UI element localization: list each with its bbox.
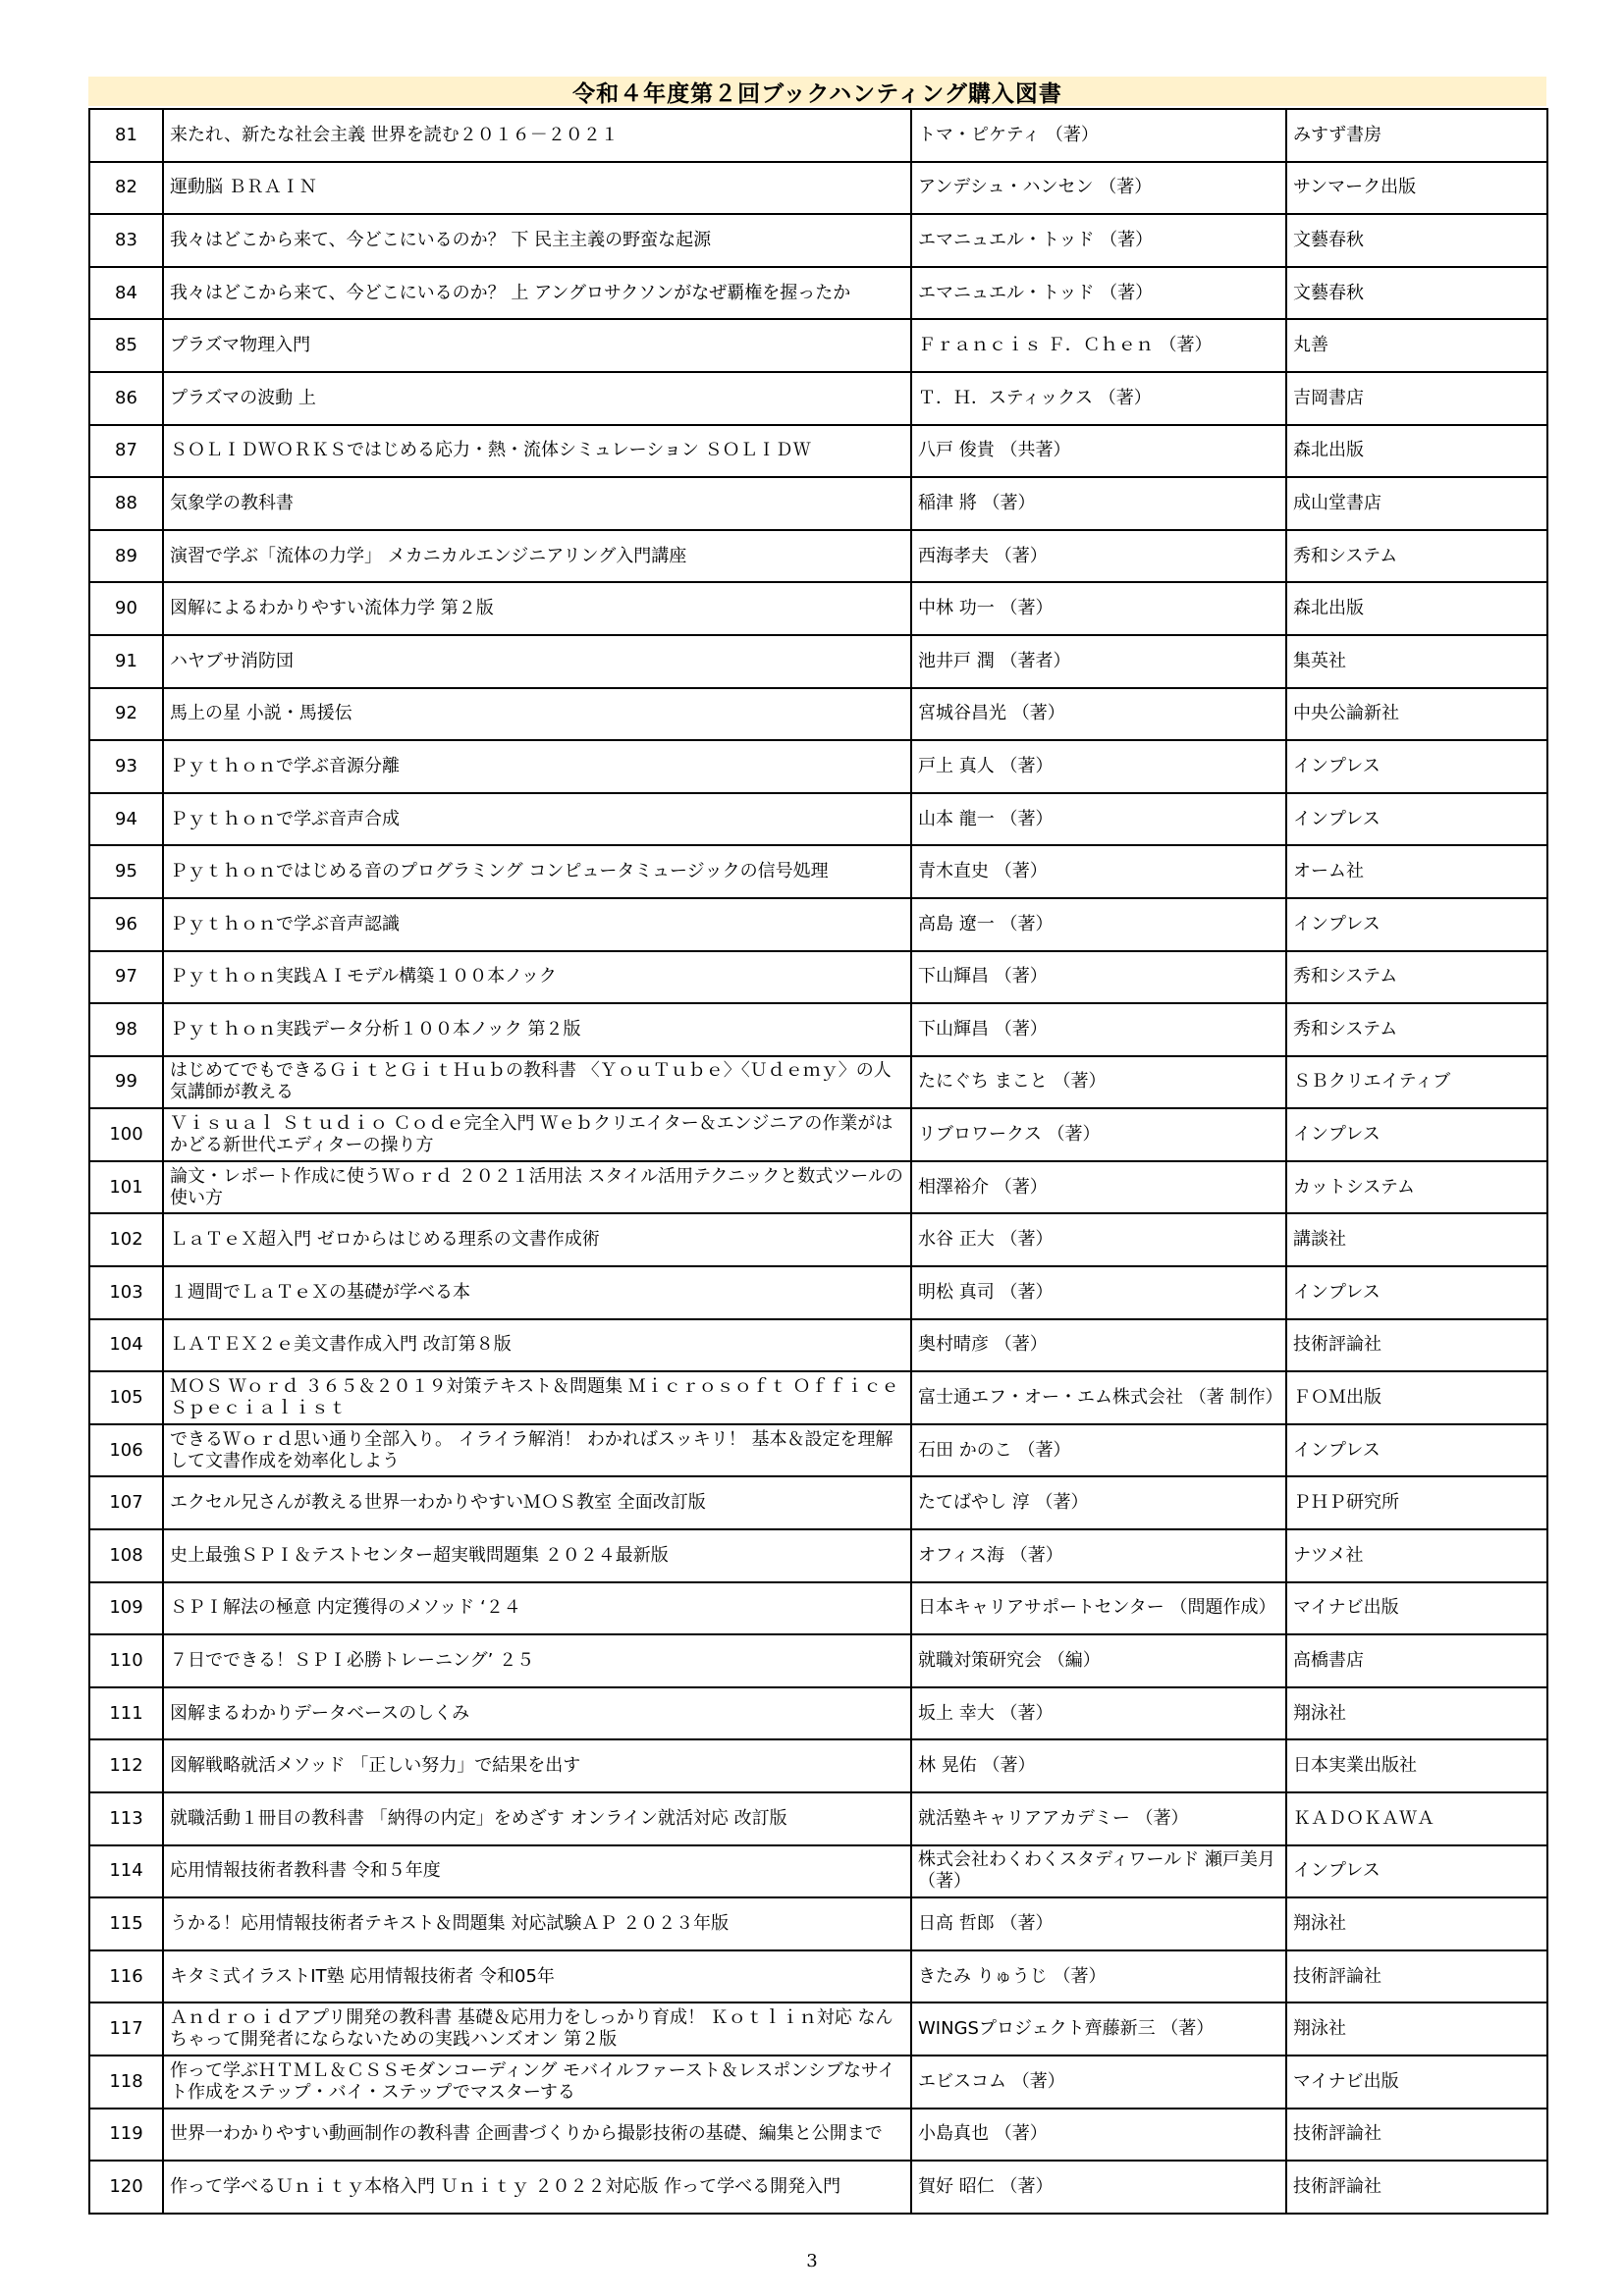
book-author: エビスコム （著） — [911, 2056, 1286, 2109]
book-title: エクセル兄さんが教える世界一わかりやすいＭＯＳ教室 全面改訂版 — [163, 1476, 911, 1529]
book-author: 下山輝昌 （著） — [911, 1003, 1286, 1056]
book-author: エマニュエル・トッド （著） — [911, 214, 1286, 267]
book-title: Ｐｙｔｈｏｎで学ぶ音声合成 — [163, 793, 911, 846]
book-publisher: 日本実業出版社 — [1286, 1739, 1547, 1792]
book-author: 就活塾キャリアアカデミー （著） — [911, 1792, 1286, 1845]
book-author: トマ・ピケティ （著） — [911, 109, 1286, 162]
table-row — [89, 1319, 1547, 1372]
book-publisher: 講談社 — [1286, 1213, 1547, 1266]
book-publisher: インプレス — [1286, 1108, 1547, 1161]
book-publisher: みすず書房 — [1286, 109, 1547, 162]
table-row — [89, 2056, 1547, 2109]
book-publisher: ＳＢクリエイティブ — [1286, 1056, 1547, 1109]
book-publisher: 秀和システム — [1286, 951, 1547, 1004]
book-publisher: マイナビ出版 — [1286, 1582, 1547, 1635]
book-publisher: 森北出版 — [1286, 582, 1547, 635]
book-title: 論文・レポート作成に使うＷｏｒｄ ２０２１活用法 スタイル活用テクニックと数式ツールの使い方 — [163, 1161, 911, 1214]
row-number: 87 — [89, 425, 163, 478]
table-row — [89, 1845, 1547, 1898]
book-publisher: インプレス — [1286, 793, 1547, 846]
book-title: ７日でできる！ＳＰＩ必勝トレーニング’ ２５ — [163, 1634, 911, 1687]
book-author: きたみ りゅうじ （著） — [911, 1950, 1286, 2003]
book-publisher: インプレス — [1286, 898, 1547, 951]
table-row — [89, 1003, 1547, 1056]
book-author: 奥村晴彦 （著） — [911, 1319, 1286, 1372]
book-title: 演習で学ぶ「流体の力学」 メカニカルエンジニアリング入門講座 — [163, 530, 911, 583]
book-author: 坂上 幸大 （著） — [911, 1687, 1286, 1740]
book-author: 中林 功一 （著） — [911, 582, 1286, 635]
table-row — [89, 688, 1547, 741]
book-title: Ｐｙｔｈｏｎで学ぶ音源分離 — [163, 740, 911, 793]
book-publisher: サンマーク出版 — [1286, 162, 1547, 215]
book-list-table — [88, 108, 1548, 2215]
book-publisher: 丸善 — [1286, 319, 1547, 372]
book-publisher: 翔泳社 — [1286, 1687, 1547, 1740]
table-row — [89, 845, 1547, 898]
book-title: 来たれ、新たな社会主義 世界を読む２０１６－２０２１ — [163, 109, 911, 162]
book-author: 賀好 昭仁 （著） — [911, 2161, 1286, 2214]
book-author: 青木直史 （著） — [911, 845, 1286, 898]
book-title: 我々はどこから来て、今どこにいるのか？ 上 アングロサクソンがなぜ覇権を握ったか — [163, 267, 911, 320]
row-number: 96 — [89, 898, 163, 951]
table-row — [89, 1582, 1547, 1635]
book-publisher: オーム社 — [1286, 845, 1547, 898]
book-author: 日高 哲郎 （著） — [911, 1897, 1286, 1950]
row-number: 111 — [89, 1687, 163, 1740]
table-row — [89, 214, 1547, 267]
table-row — [89, 162, 1547, 215]
page-number: 3 — [806, 2251, 818, 2271]
table-row — [89, 1266, 1547, 1319]
book-publisher: インプレス — [1286, 740, 1547, 793]
row-number: 88 — [89, 477, 163, 530]
row-number: 92 — [89, 688, 163, 741]
book-author: 林 晃佑 （著） — [911, 1739, 1286, 1792]
row-number: 91 — [89, 635, 163, 688]
table-row — [89, 109, 1547, 162]
row-number: 118 — [89, 2056, 163, 2109]
table-row — [89, 372, 1547, 425]
table-row — [89, 1529, 1547, 1582]
table-row — [89, 1371, 1547, 1424]
book-title: 作って学ぶＨＴＭＬ＆ＣＳＳモダンコーディング モバイルファースト＆レスポンシブなサイト作成をステップ・バイ・ステップでマスターする — [163, 2056, 911, 2109]
book-title: Ａｎｄｒｏｉｄアプリ開発の教科書 基礎＆応用力をしっかり育成！ Ｋｏｔｌｉｎ対応 なんちゃって開発者にならないための実践ハンズオン 第２版 — [163, 2002, 911, 2056]
book-title: はじめてでもできるＧｉｔとＧｉｔＨｕｂの教科書 〈ＹｏｕＴｕｂｅ〉〈Ｕｄｅｍｙ〉の人気講師が教える — [163, 1056, 911, 1109]
row-number: 114 — [89, 1845, 163, 1898]
book-title: ＬａＴｅＸ超入門 ゼロからはじめる理系の文書作成術 — [163, 1213, 911, 1266]
book-author: 日本キャリアサポートセンター （問題作成） — [911, 1582, 1286, 1635]
book-author: 下山輝昌 （著） — [911, 951, 1286, 1004]
table-row — [89, 793, 1547, 846]
document-title: 令和４年度第２回ブックハンティング購入図書 — [572, 80, 1062, 107]
book-author: 水谷 正大 （著） — [911, 1213, 1286, 1266]
book-publisher: 吉岡書店 — [1286, 372, 1547, 425]
table-row — [89, 2002, 1547, 2056]
book-publisher: 翔泳社 — [1286, 1897, 1547, 1950]
book-author: 相澤裕介 （著） — [911, 1161, 1286, 1214]
table-row — [89, 740, 1547, 793]
table-row — [89, 1476, 1547, 1529]
book-author: 富士通エフ・オー・エム株式会社 （著 制作） — [911, 1371, 1286, 1424]
book-author: 就職対策研究会 （編） — [911, 1634, 1286, 1687]
book-author: 明松 真司 （著） — [911, 1266, 1286, 1319]
book-publisher: ナツメ社 — [1286, 1529, 1547, 1582]
book-author: 株式会社わくわくスタディワールド 瀬戸美月 （著） — [911, 1845, 1286, 1898]
book-author: 山本 龍一 （著） — [911, 793, 1286, 846]
book-author: 池井戸 潤 （著者） — [911, 635, 1286, 688]
book-title: Ｖｉｓｕａｌ Ｓｔｕｄｉｏ Ｃｏｄｅ完全入門 Ｗｅｂクリエイター＆エンジニアの作業がはかどる新世代エディターの操り方 — [163, 1108, 911, 1161]
book-title: うかる！応用情報技術者テキスト＆問題集 対応試験ＡＰ ２０２３年版 — [163, 1897, 911, 1950]
book-publisher: 技術評論社 — [1286, 2161, 1547, 2214]
table-row — [89, 1687, 1547, 1740]
book-author: 西海孝夫 （著） — [911, 530, 1286, 583]
table-row — [89, 1424, 1547, 1477]
book-title: ＳＯＬＩＤＷＯＲＫＳではじめる応力・熱・流体シミュレーション ＳＯＬＩＤＷ — [163, 425, 911, 478]
table-row — [89, 425, 1547, 478]
row-number: 94 — [89, 793, 163, 846]
book-title: 図解まるわかりデータベースのしくみ — [163, 1687, 911, 1740]
row-number: 119 — [89, 2109, 163, 2162]
book-publisher: カットシステム — [1286, 1161, 1547, 1214]
table-row — [89, 1792, 1547, 1845]
book-list-body — [89, 109, 1547, 2214]
table-row — [89, 951, 1547, 1004]
book-title: Ｐｙｔｈｏｎ実践ＡＩモデル構築１００本ノック — [163, 951, 911, 1004]
book-author: 石田 かのこ （著） — [911, 1424, 1286, 1477]
book-title: 就職活動１冊目の教科書 「納得の内定」をめざす オンライン就活対応 改訂版 — [163, 1792, 911, 1845]
book-publisher: 秀和システム — [1286, 1003, 1547, 1056]
row-number: 100 — [89, 1108, 163, 1161]
row-number: 95 — [89, 845, 163, 898]
row-number: 109 — [89, 1582, 163, 1635]
book-title: できるＷｏｒｄ思い通り全部入り。 イライラ解消！ わかればスッキリ！ 基本＆設定を理解して文書作成を効率化しよう — [163, 1424, 911, 1477]
book-publisher: マイナビ出版 — [1286, 2056, 1547, 2109]
book-author: たにぐち まこと （著） — [911, 1056, 1286, 1109]
row-number: 86 — [89, 372, 163, 425]
book-title: キタミ式イラストIT塾 応用情報技術者 令和05年 — [163, 1950, 911, 2003]
book-title: Ｐｙｔｈｏｎで学ぶ音声認識 — [163, 898, 911, 951]
table-row — [89, 582, 1547, 635]
book-author: 戸上 真人 （著） — [911, 740, 1286, 793]
table-row — [89, 1056, 1547, 1109]
book-author: オフィス海 （著） — [911, 1529, 1286, 1582]
book-publisher: 文藝春秋 — [1286, 214, 1547, 267]
book-title: 作って学べるＵｎｉｔｙ本格入門 Ｕｎｉｔｙ ２０２２対応版 作って学べる開発入門 — [163, 2161, 911, 2214]
book-title: １週間でＬａＴｅＸの基礎が学べる本 — [163, 1266, 911, 1319]
row-number: 102 — [89, 1213, 163, 1266]
table-row — [89, 1161, 1547, 1214]
row-number: 120 — [89, 2161, 163, 2214]
book-author: Ｔ．Ｈ．スティックス （著） — [911, 372, 1286, 425]
book-title: 史上最強ＳＰＩ＆テストセンター超実戦問題集 ２０２４最新版 — [163, 1529, 911, 1582]
book-title: 図解戦略就活メソッド 「正しい努力」で結果を出す — [163, 1739, 911, 1792]
book-publisher: 技術評論社 — [1286, 2109, 1547, 2162]
book-author: WINGSプロジェクト齊藤新三 （著） — [911, 2002, 1286, 2056]
book-title: 馬上の星 小説・馬援伝 — [163, 688, 911, 741]
book-publisher: 文藝春秋 — [1286, 267, 1547, 320]
book-publisher: 森北出版 — [1286, 425, 1547, 478]
book-author: リブロワークス （著） — [911, 1108, 1286, 1161]
table-row — [89, 267, 1547, 320]
book-author: エマニュエル・トッド （著） — [911, 267, 1286, 320]
book-publisher: インプレス — [1286, 1266, 1547, 1319]
row-number: 117 — [89, 2002, 163, 2056]
row-number: 103 — [89, 1266, 163, 1319]
row-number: 104 — [89, 1319, 163, 1372]
table-row — [89, 1108, 1547, 1161]
book-title: Ｐｙｔｈｏｎではじめる音のプログラミング コンピュータミュージックの信号処理 — [163, 845, 911, 898]
table-row — [89, 1213, 1547, 1266]
row-number: 113 — [89, 1792, 163, 1845]
book-publisher: 集英社 — [1286, 635, 1547, 688]
book-title: 気象学の教科書 — [163, 477, 911, 530]
row-number: 116 — [89, 1950, 163, 2003]
table-row — [89, 530, 1547, 583]
row-number: 97 — [89, 951, 163, 1004]
row-number: 98 — [89, 1003, 163, 1056]
table-row — [89, 1739, 1547, 1792]
book-title: 運動脳 ＢＲＡＩＮ — [163, 162, 911, 215]
book-title: ＭＯＳ Ｗｏｒｄ ３６５＆２０１９対策テキスト＆問題集 Ｍｉｃｒｏｓｏｆｔ Ｏｆｆｉｃｅ Ｓｐｅｃｉａｌｉｓｔ — [163, 1371, 911, 1424]
book-title: プラズマの波動 上 — [163, 372, 911, 425]
book-title: 図解によるわかりやすい流体力学 第２版 — [163, 582, 911, 635]
book-author: 宮城谷昌光 （著） — [911, 688, 1286, 741]
row-number: 105 — [89, 1371, 163, 1424]
book-author: 高島 遼一 （著） — [911, 898, 1286, 951]
row-number: 85 — [89, 319, 163, 372]
book-title: 応用情報技術者教科書 令和５年度 — [163, 1845, 911, 1898]
book-title: ＳＰＩ解法の極意 内定獲得のメソッド ‘２４ — [163, 1582, 911, 1635]
book-publisher: ＰＨＰ研究所 — [1286, 1476, 1547, 1529]
table-row — [89, 898, 1547, 951]
book-title: ハヤブサ消防団 — [163, 635, 911, 688]
book-author: Ｆｒａｎｃｉｓ Ｆ．Ｃｈｅｎ （著） — [911, 319, 1286, 372]
book-author: たてばやし 淳 （著） — [911, 1476, 1286, 1529]
row-number: 110 — [89, 1634, 163, 1687]
table-row — [89, 2109, 1547, 2162]
book-author: 八戸 俊貴 （共著） — [911, 425, 1286, 478]
row-number: 84 — [89, 267, 163, 320]
book-author: アンデシュ・ハンセン （著） — [911, 162, 1286, 215]
book-publisher: 成山堂書店 — [1286, 477, 1547, 530]
row-number: 90 — [89, 582, 163, 635]
row-number: 101 — [89, 1161, 163, 1214]
book-author: 稲津 將 （著） — [911, 477, 1286, 530]
document-title-bar — [88, 77, 1546, 106]
row-number: 93 — [89, 740, 163, 793]
book-title: 我々はどこから来て、今どこにいるのか？ 下 民主主義の野蛮な起源 — [163, 214, 911, 267]
book-title: プラズマ物理入門 — [163, 319, 911, 372]
table-row — [89, 1897, 1547, 1950]
book-title: ＬＡＴＥＸ２ｅ美文書作成入門 改訂第８版 — [163, 1319, 911, 1372]
row-number: 108 — [89, 1529, 163, 1582]
table-row — [89, 477, 1547, 530]
table-row — [89, 319, 1547, 372]
book-publisher: 翔泳社 — [1286, 2002, 1547, 2056]
row-number: 99 — [89, 1056, 163, 1109]
book-publisher: ＦＯＭ出版 — [1286, 1371, 1547, 1424]
row-number: 107 — [89, 1476, 163, 1529]
book-publisher: 技術評論社 — [1286, 1950, 1547, 2003]
table-row — [89, 1634, 1547, 1687]
table-row — [89, 1950, 1547, 2003]
table-row — [89, 635, 1547, 688]
row-number: 115 — [89, 1897, 163, 1950]
book-title: Ｐｙｔｈｏｎ実践データ分析１００本ノック 第２版 — [163, 1003, 911, 1056]
table-row — [89, 2161, 1547, 2214]
book-title: 世界一わかりやすい動画制作の教科書 企画書づくりから撮影技術の基礎、編集と公開まで — [163, 2109, 911, 2162]
row-number: 83 — [89, 214, 163, 267]
row-number: 82 — [89, 162, 163, 215]
row-number: 81 — [89, 109, 163, 162]
row-number: 89 — [89, 530, 163, 583]
book-publisher: 秀和システム — [1286, 530, 1547, 583]
book-publisher: ＫＡＤＯＫＡＷＡ — [1286, 1792, 1547, 1845]
row-number: 106 — [89, 1424, 163, 1477]
book-publisher: インプレス — [1286, 1424, 1547, 1477]
book-publisher: 技術評論社 — [1286, 1319, 1547, 1372]
book-publisher: 中央公論新社 — [1286, 688, 1547, 741]
book-author: 小島真也 （著） — [911, 2109, 1286, 2162]
row-number: 112 — [89, 1739, 163, 1792]
book-publisher: 高橋書店 — [1286, 1634, 1547, 1687]
book-publisher: インプレス — [1286, 1845, 1547, 1898]
